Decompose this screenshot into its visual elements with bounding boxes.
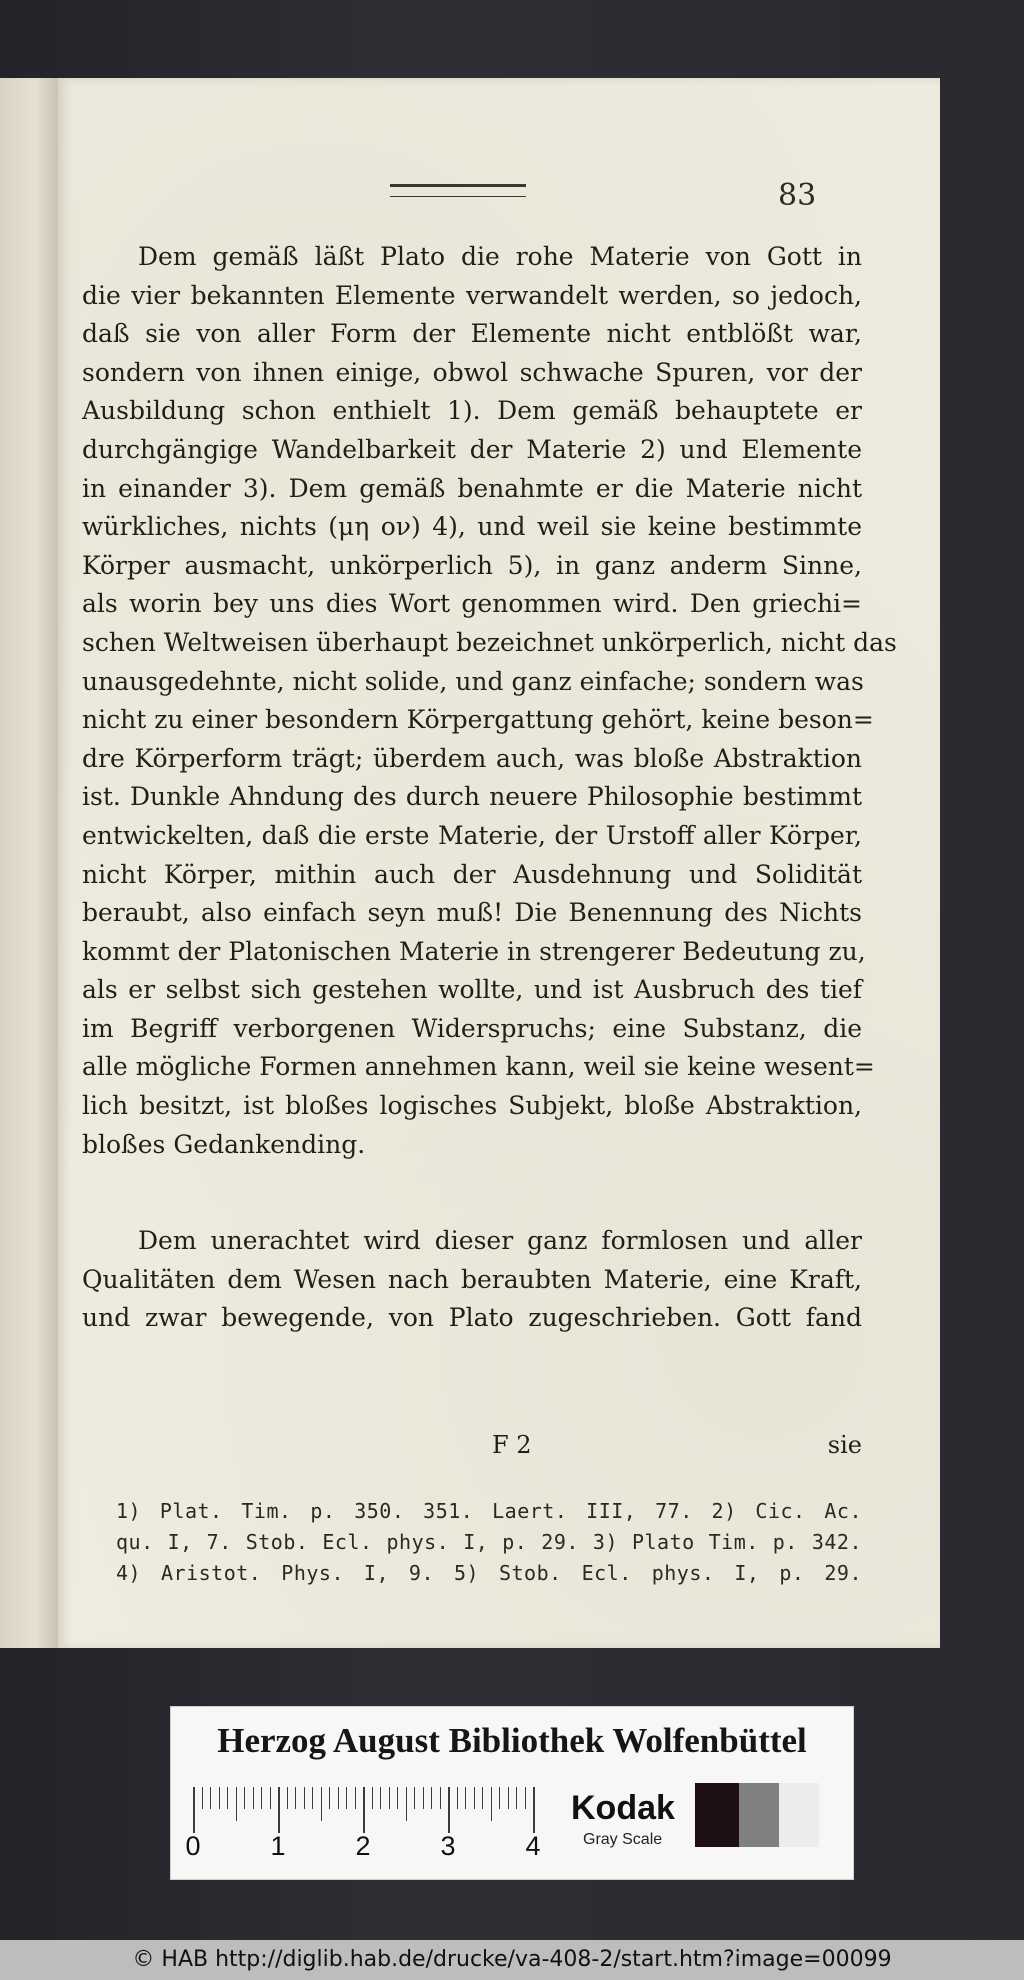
ruler-tick [253,1787,254,1809]
text-line: als er selbst sich gestehen wollte, und ist Ausbruch des tief [82,975,862,1005]
ruler-tick [295,1787,296,1809]
footnotes [116,1496,862,1589]
catchword: sie [827,1431,862,1459]
ruler-tick [457,1787,458,1809]
text-line: durchgängige Wandelbarkeit der Materie 2) und Elemente [82,434,862,464]
ruler-number: 1 [270,1831,286,1861]
ruler-tick [244,1787,245,1809]
ruler-tick [346,1787,347,1809]
ruler-tick [491,1787,492,1821]
text-line: nicht zu einer besondern Körpergattung gehört, keine beson= [82,705,874,735]
ruler-tick [270,1787,271,1809]
ruler-number: 4 [525,1831,541,1861]
text-line: beraubt, also einfach seyn muß! Die Benennung des Nichts [82,898,862,928]
ruler-tick [389,1787,390,1809]
ruler-tick [329,1787,330,1809]
ruler-tick [202,1787,203,1809]
facing-page-edge [0,78,58,1648]
text-line: Qualitäten dem Wesen nach beraubten Materie, eine Kraft, [82,1264,862,1294]
ruler-tick [525,1787,526,1809]
book-page [58,78,940,1648]
paragraph-2 [82,1222,862,1338]
page-number: 83 [778,178,817,213]
text-line: nicht Körper, mithin auch der Ausdehnung und Solidität [82,859,862,889]
text-line: kommt der Platonischen Materie in strengerer Bedeutung zu, [82,936,866,966]
ruler-tick [363,1787,365,1833]
ruler-tick [287,1787,288,1809]
ruler-number: 2 [355,1831,371,1861]
kodak-logo: Kodak [571,1789,675,1827]
ruler-tick [423,1787,424,1809]
gray-patch [695,1783,739,1847]
ruler-tick [355,1787,356,1809]
text-line: alle mögliche Formen annehmen kann, weil sie keine wesent= [82,1052,875,1082]
ruler-tick [380,1787,381,1809]
text-line: dre Körperform trägt; überdem auch, was bloße Abstraktion [82,743,862,773]
ruler-tick [397,1787,398,1809]
ruler-tick [431,1787,432,1809]
text-line: als worin bey uns dies Wort genommen wird. Den griechi= [82,589,862,619]
ruler-tick [236,1787,237,1821]
ruler-number: 0 [185,1831,201,1861]
gray-patch [739,1783,779,1847]
text-line: in einander 3). Dem gemäß benahmte er die Materie nicht [82,473,862,503]
text-line: schen Weltweisen überhaupt bezeichnet unkörperlich, nicht das [82,627,897,657]
color-calibration-card [170,1706,854,1880]
body-text [82,238,897,1338]
ruler-tick [227,1787,228,1809]
ruler-tick [312,1787,313,1809]
ruler-tick [406,1787,407,1821]
text-line: im Begriff verborgenen Widerspruchs; eine Substanz, die [82,1013,862,1043]
ruler-tick [338,1787,339,1809]
library-name: Herzog August Bibliothek Wolfenbüttel [217,1721,807,1760]
footnote-line: 1) Plat. Tim. p. 350. 351. Laert. III, 77. 2) Cic. Ac. [116,1499,862,1523]
paragraph-1 [82,238,897,1164]
ruler-tick [261,1787,262,1809]
text-line: Dem unerachtet wird dieser ganz formlosen und aller [138,1226,862,1256]
ruler-tick [482,1787,483,1809]
ruler-tick [414,1787,415,1809]
ruler-tick [448,1787,450,1833]
ruler-tick [474,1787,475,1809]
footnote-line: qu. I, 7. Stob. Ecl. phys. I, p. 29. 3) Plato Tim. p. 342. [116,1530,862,1554]
ruler-tick [440,1787,441,1809]
ruler-tick [533,1787,535,1833]
ruler-tick [499,1787,500,1809]
text-line: daß sie von aller Form der Elemente nicht entblößt war, [82,319,862,349]
text-line: Körper ausmacht, unkörperlich 5), in ganz anderm Sinne, [82,550,862,580]
text-line: bloßes Gedankending. [82,1129,366,1159]
text-line: würkliches, nichts (μη ον) 4), und weil sie keine bestimmte [82,512,862,542]
text-line: die vier bekannten Elemente verwandelt werden, so jedoch, [82,280,862,310]
ruler-tick [219,1787,220,1809]
text-line: Dem gemäß läßt Plato die rohe Materie von Gott in [138,242,862,271]
ruler-tick [321,1787,322,1821]
text-line: entwickelten, daß die erste Materie, der Urstoff aller Körper, [82,820,862,850]
gray-scale-label: Gray Scale [583,1831,663,1848]
printer-signature: F 2 [492,1431,532,1459]
header-rule [390,184,526,197]
ruler-tick [516,1787,517,1809]
ruler-tick [372,1787,373,1809]
ruler-tick [278,1787,280,1833]
text-line: unausgedehnte, nicht solide, und ganz einfache; sondern was [82,666,864,696]
ruler-tick [210,1787,211,1809]
ruler-tick [193,1787,195,1833]
footnote-line: 4) Aristot. Phys. I, 9. 5) Stob. Ecl. phys. I, p. 29. [116,1561,862,1585]
ruler-tick [465,1787,466,1809]
text-line: sondern von ihnen einige, obwol schwache Spuren, vor der [82,357,862,387]
ruler-tick [508,1787,509,1809]
text-line: ist. Dunkle Ahndung des durch neuere Philosophie bestimmt [82,782,862,812]
ruler-tick [304,1787,305,1809]
signature-line [82,1431,862,1471]
gray-patch [779,1783,819,1847]
copyright-url-bar: © HAB http://diglib.hab.de/drucke/va-408-2/start.htm?image=00099 [0,1940,1024,1980]
ruler-number: 3 [440,1831,456,1861]
text-line: lich besitzt, ist bloßes logisches Subjekt, bloße Abstraktion, [82,1091,862,1121]
text-line: und zwar bewegende, von Plato zugeschrieben. Gott fand [82,1303,862,1333]
text-line: Ausbildung schon enthielt 1). Dem gemäß behauptete er [82,396,862,426]
